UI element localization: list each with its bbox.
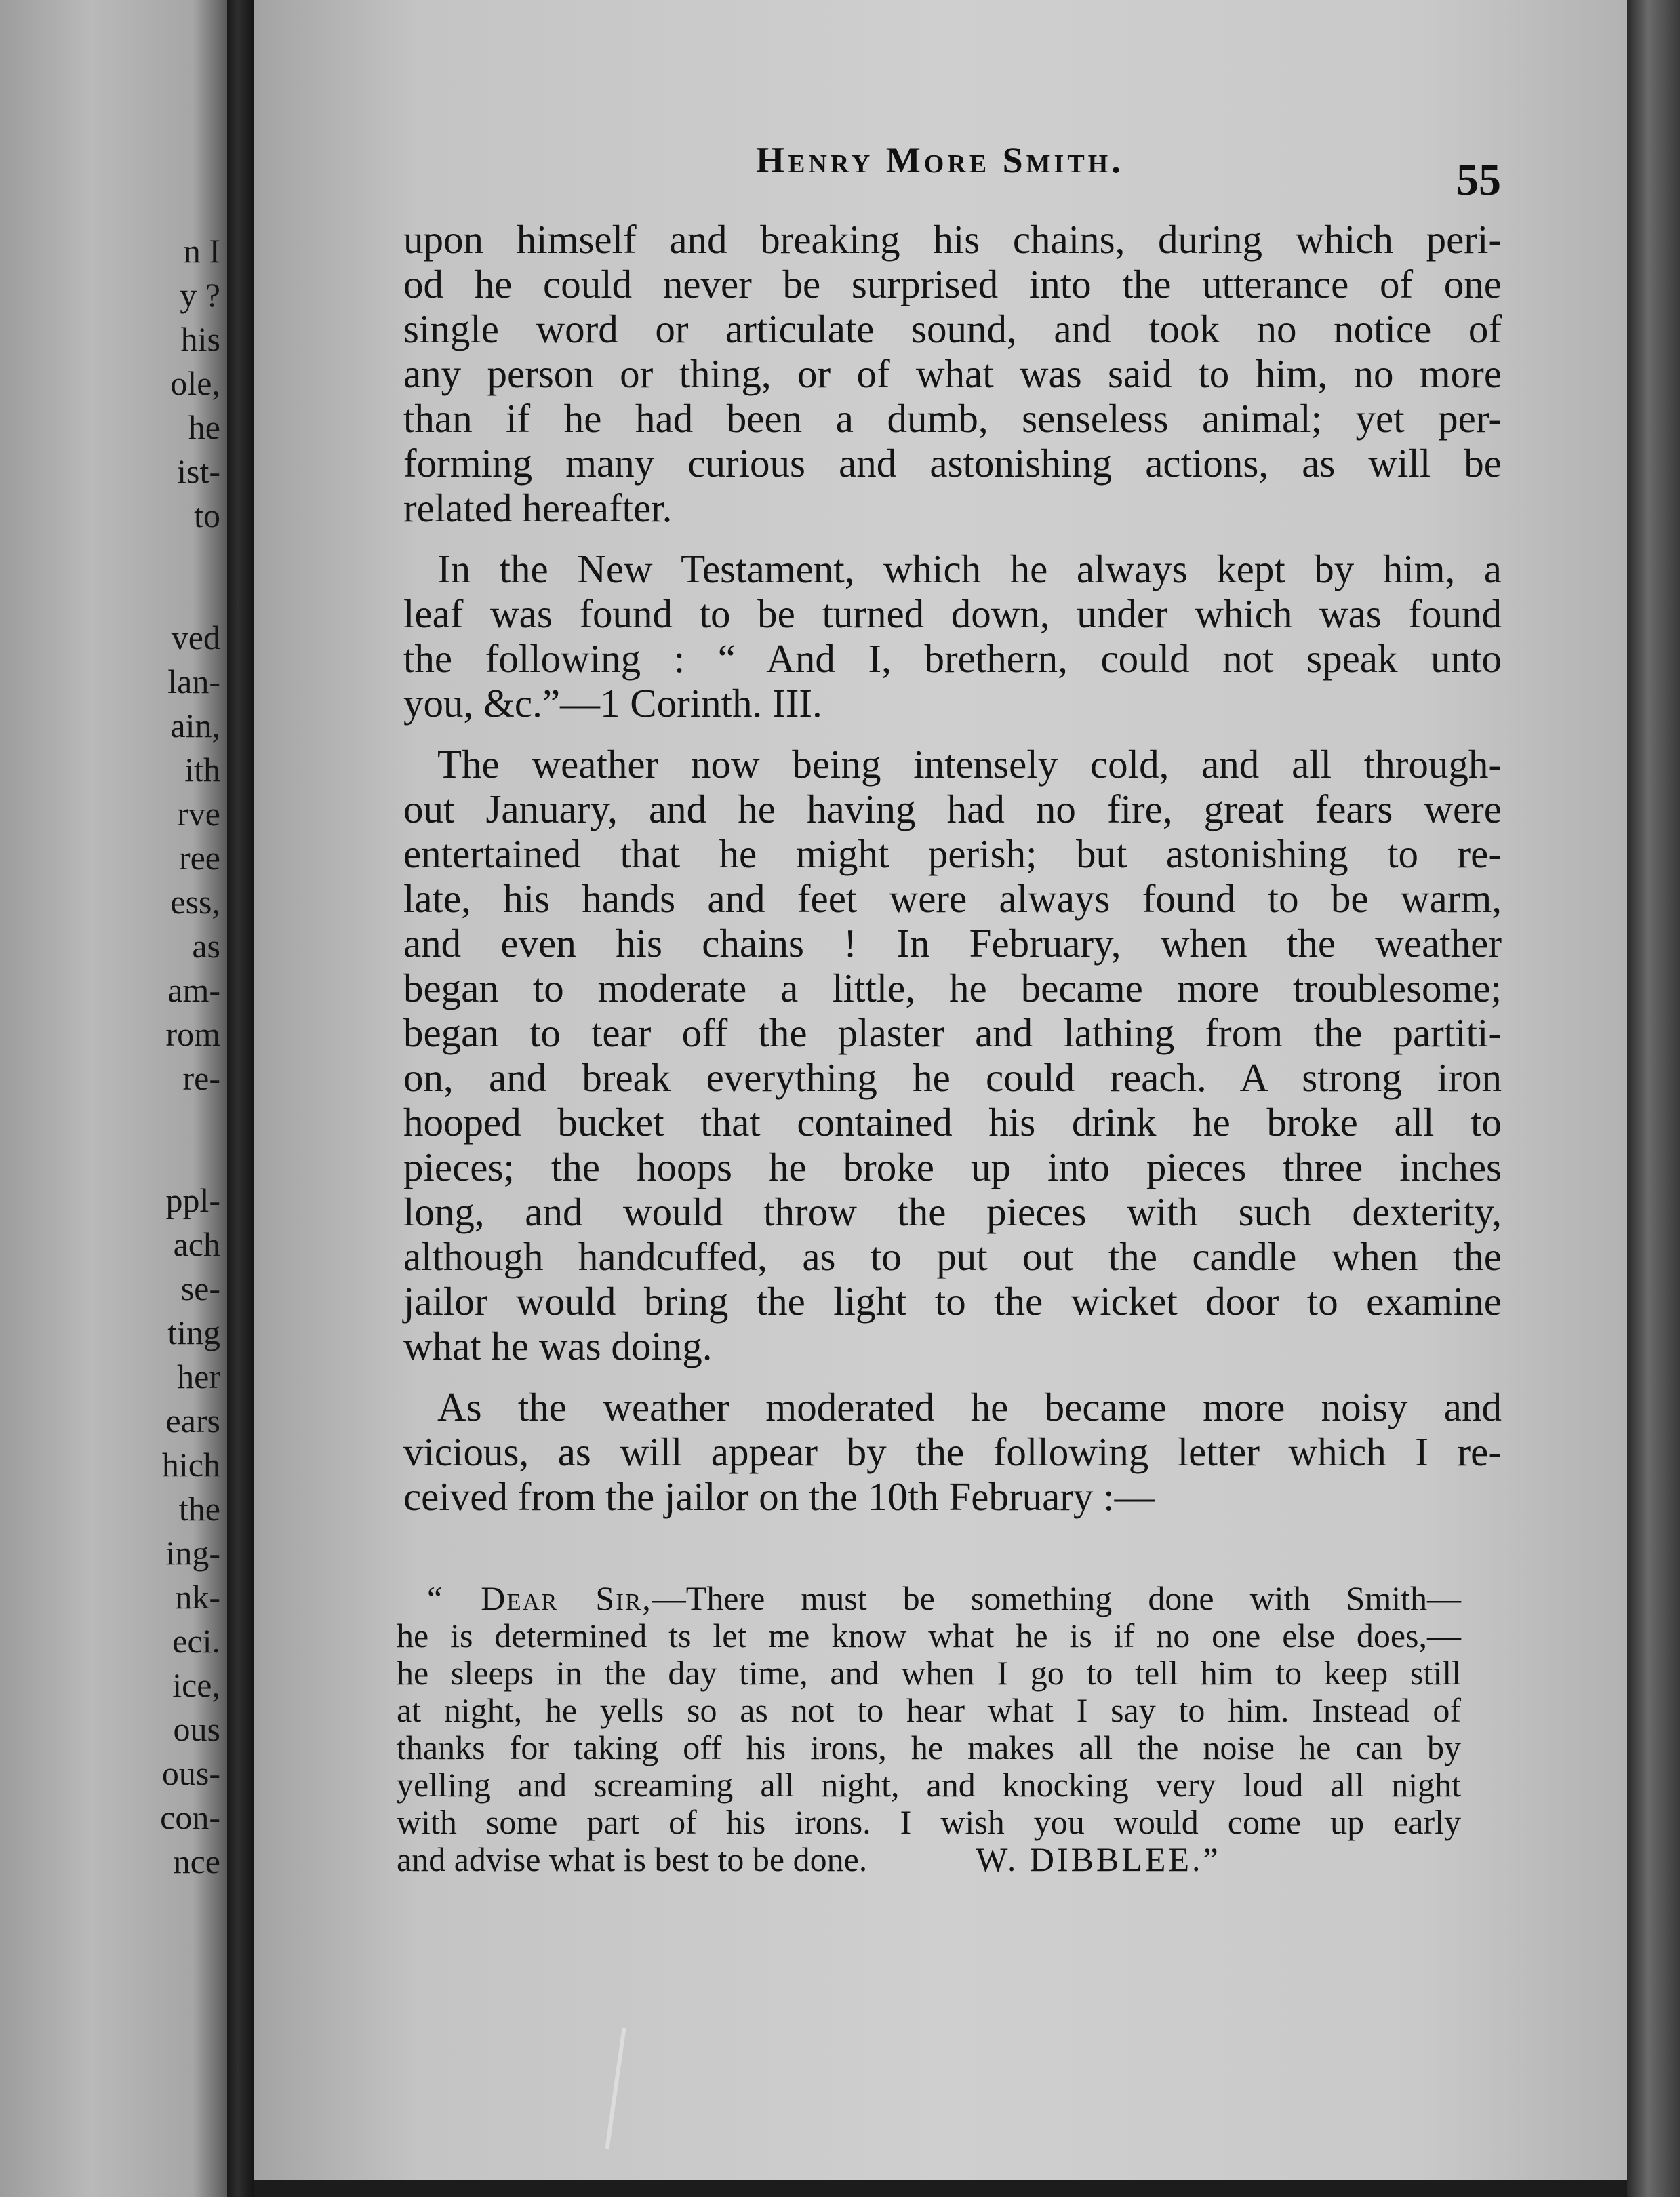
left-page-fragment: ith	[184, 751, 220, 789]
left-page-fragment: ous-	[161, 1754, 220, 1792]
left-page-fragment: nk-	[175, 1578, 220, 1616]
paragraph	[403, 742, 1502, 1368]
left-page-fragment: the	[178, 1490, 220, 1528]
letter-salutation: “ Dear Sir,	[427, 1579, 652, 1617]
text-line: related hereafter.	[403, 486, 673, 530]
text-line: long, and would throw the pieces with such dexterity,	[403, 1189, 1502, 1234]
left-page-fragment: ess,	[170, 883, 220, 921]
text-line: any person or thing, or of what was said to him, no more	[403, 351, 1502, 396]
letter-line: thanks for taking off his irons, he makes all the noise he can by	[397, 1728, 1461, 1766]
left-page-fragment: se-	[180, 1269, 220, 1307]
left-page-fragment: ice,	[172, 1666, 220, 1704]
quoted-letter	[397, 1580, 1461, 1878]
text-line: vicious, as will appear by the following letter which I re-	[403, 1429, 1502, 1474]
text-line: entertained that he might perish; but astonishing to re-	[403, 831, 1502, 876]
paragraph	[403, 547, 1502, 726]
letter-signature: W. DIBBLEE.”	[976, 1840, 1221, 1878]
text-line: began to moderate a little, he became more troublesome;	[403, 966, 1502, 1010]
page-edge	[1627, 0, 1680, 2197]
letter-text: —There must be something done with Smith—	[652, 1579, 1461, 1617]
text-line: you, &c.”—1 Corinth. III.	[403, 681, 822, 726]
left-page-fragment: ole,	[170, 364, 220, 402]
left-page-fragment: rom	[165, 1015, 220, 1053]
text-line: single word or articulate sound, and took no notice of	[403, 306, 1502, 351]
left-page-fragment: am-	[167, 971, 220, 1009]
left-page-fragment: his	[180, 320, 220, 358]
left-page-fragment: ved	[171, 618, 220, 656]
text-line: on, and break everything he could reach. A strong iron	[403, 1055, 1502, 1100]
paragraph	[403, 217, 1502, 530]
left-page-fragment: he	[188, 408, 220, 446]
running-header: Henry More Smith.	[756, 140, 1124, 180]
text-line: hooped bucket that contained his drink he broke all to	[403, 1100, 1502, 1145]
text-line: leaf was found to be turned down, under which was found	[403, 591, 1502, 636]
letter-text: and advise what is best to be done.	[397, 1840, 868, 1878]
letter-line: at night, he yells so as not to hear what I say to him. Instead of	[397, 1691, 1461, 1729]
page-bottom-edge	[254, 2180, 1627, 2197]
left-page-fragment: ist-	[177, 452, 220, 490]
page-number: 55	[1456, 155, 1501, 205]
text-line: forming many curious and astonishing actions, as will be	[403, 441, 1502, 486]
text-line: and even his chains ! In February, when the weather	[403, 921, 1502, 966]
left-page-fragment: rve	[177, 795, 220, 833]
left-page-fragment: ting	[167, 1313, 220, 1351]
left-page-fragment: as	[192, 927, 220, 965]
text-line: although handcuffed, as to put out the candle when the	[403, 1234, 1502, 1279]
text-line: In the New Testament, which he always kept by him, a	[437, 547, 1502, 591]
left-page-fragment: eci.	[172, 1622, 220, 1660]
text-line: jailor would bring the light to the wicket door to examine	[403, 1279, 1502, 1324]
left-page-fragment: ing-	[165, 1534, 220, 1572]
left-page-fragment: ous	[173, 1710, 220, 1748]
left-page-fragment: ppl-	[165, 1181, 220, 1219]
text-line: upon himself and breaking his chains, during which peri-	[403, 217, 1502, 262]
text-line: As the weather moderated he became more noisy and	[437, 1385, 1502, 1429]
letter-line: he is determined ts let me know what he is if no one else does,—	[397, 1617, 1461, 1655]
left-page-fragment: ach	[173, 1225, 220, 1263]
left-page-fragment: hich	[161, 1446, 220, 1484]
text-line: late, his hands and feet were always found to be warm,	[403, 876, 1502, 921]
left-page-fragment: con-	[160, 1798, 220, 1836]
book-gutter	[227, 0, 254, 2197]
left-page-fragment: n I	[183, 232, 220, 270]
text-line: ceived from the jailor on the 10th February :—	[403, 1474, 1155, 1519]
text-line: out January, and he having had no fire, great fears were	[403, 787, 1502, 831]
letter-line	[397, 1580, 1461, 1617]
left-page-fragment: nce	[173, 1842, 220, 1880]
letter-line	[397, 1841, 1461, 1878]
text-line: what he was doing.	[403, 1324, 713, 1368]
text-line: od he could never be surprised into the utterance of one	[403, 262, 1502, 306]
body-text	[403, 217, 1502, 1535]
left-page-fragment: ears	[165, 1402, 220, 1440]
left-page-fragment: lan-	[167, 662, 220, 700]
letter-line: yelling and screaming all night, and knocking very loud all night	[397, 1766, 1461, 1804]
left-page-fragment: re-	[182, 1059, 220, 1097]
left-page-fragment: to	[194, 496, 220, 534]
left-page-fragment: her	[177, 1358, 220, 1396]
text-line: than if he had been a dumb, senseless animal; yet per-	[403, 396, 1502, 441]
text-line: The weather now being intensely cold, and all through-	[437, 742, 1502, 787]
letter-line: he sleeps in the day time, and when I go to tell him to keep still	[397, 1654, 1461, 1692]
left-page-fragment: ree	[178, 839, 220, 877]
text-line: pieces; the hoops he broke up into pieces three inches	[403, 1145, 1502, 1189]
paragraph	[403, 1385, 1502, 1519]
letter-line: with some part of his irons. I wish you would come up early	[397, 1803, 1461, 1841]
left-page-fragment: ain,	[170, 707, 220, 745]
left-facing-page	[0, 0, 227, 2197]
left-page-fragment: y ?	[180, 276, 220, 314]
text-line: began to tear off the plaster and lathing from the partiti-	[403, 1010, 1502, 1055]
text-line: the following : “ And I, brethern, could not speak unto	[403, 636, 1502, 681]
